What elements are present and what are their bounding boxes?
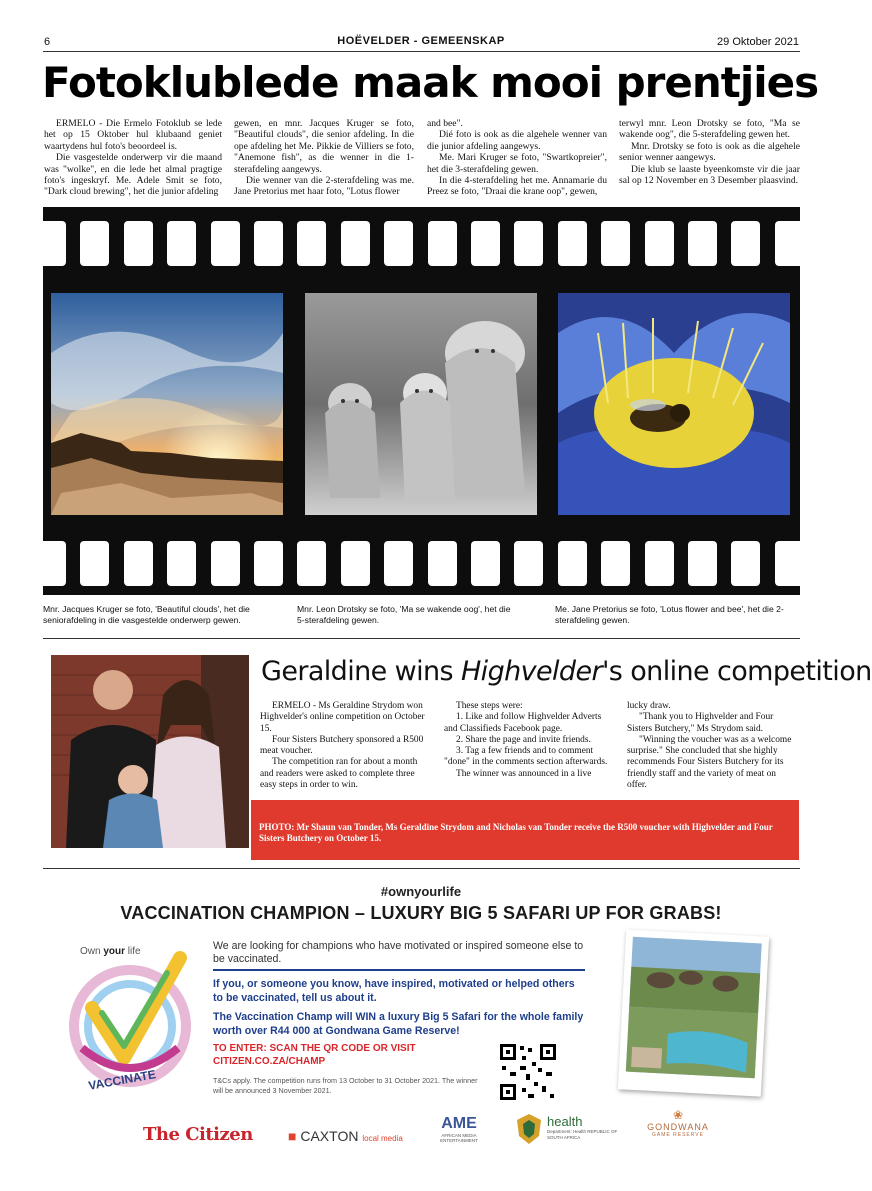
paragraph: The winner was announced in a live bbox=[456, 768, 592, 779]
paragraph: lucky draw. bbox=[627, 701, 671, 711]
paragraph: Four Sisters Butchery sponsored a R500 meat voucher. bbox=[260, 734, 424, 757]
paragraph: Me. Mari Kruger se foto, "Swartkopreier", het die 3-sterafdeling gewen. bbox=[427, 152, 607, 175]
ame-name: AME bbox=[441, 1115, 477, 1132]
gondwana-name: GONDWANA bbox=[647, 1122, 709, 1132]
paragraph: "Winning the voucher was as a welcome surprise." She concluded that she highly recommends Four Sisters Butchery for its friendly staff and the variety of meat on offer. bbox=[627, 734, 792, 791]
film-hole bbox=[254, 221, 283, 266]
paragraph: Mnr. Drotsky se foto is ook as die algehele senior wenner aangewys. bbox=[619, 140, 800, 164]
paragraph: Die wenner van die 2-sterafdeling was me. Jane Pretorius met haar foto, "Lotus flower bbox=[234, 175, 414, 198]
paragraph: These steps were: bbox=[456, 701, 523, 711]
ad-blue-line: If you, or someone you know, have inspired, motivated or helped others to be vaccinated, tell us about it. bbox=[213, 978, 575, 1004]
logo-word: Own bbox=[80, 946, 101, 957]
health-sub: Department: Health REPUBLIC OF SOUTH AFRICA bbox=[547, 1129, 618, 1140]
article-col-1 bbox=[44, 118, 222, 198]
paragraph: The competition ran for about a month and readers were asked to complete three easy steps in order to win. bbox=[260, 757, 418, 791]
film-hole bbox=[428, 221, 457, 266]
film-hole bbox=[211, 541, 240, 586]
film-hole bbox=[124, 221, 153, 266]
article2-col-2 bbox=[444, 701, 612, 780]
film-hole bbox=[645, 221, 674, 266]
headline-part: 's online competition bbox=[601, 656, 872, 687]
caxton-name: CAXTON bbox=[300, 1128, 359, 1144]
health-name: health bbox=[547, 1114, 583, 1129]
paragraph: 1. Like and follow Highvelder Adverts and Classifieds Facebook page. bbox=[444, 712, 602, 734]
article-col-4 bbox=[619, 118, 800, 186]
film-hole bbox=[167, 541, 196, 586]
vaccinate-logo bbox=[62, 938, 198, 1098]
qr-code[interactable] bbox=[498, 1042, 558, 1102]
film-hole bbox=[341, 541, 370, 586]
paragraph: Die vasgestelde onderwerp vir die maand was "wolke", en die lede het almal pragtige foto's ingeskryf. Me. Adele Smit se foto, "Dark cloud brewing", het die junior afdeling bbox=[44, 152, 222, 198]
article-col-3 bbox=[427, 118, 607, 198]
logo-word: life bbox=[127, 946, 141, 957]
film-hole bbox=[514, 541, 543, 586]
film-hole bbox=[80, 221, 109, 266]
film-hole bbox=[384, 541, 413, 586]
article-col-2 bbox=[234, 118, 414, 198]
article2-headline bbox=[261, 656, 872, 687]
film-hole bbox=[124, 541, 153, 586]
film-hole bbox=[297, 541, 326, 586]
photo-geraldine-family bbox=[51, 655, 249, 848]
film-hole bbox=[471, 221, 500, 266]
section-rule bbox=[43, 638, 800, 639]
logo-word: your bbox=[103, 946, 126, 957]
photo-lotus-flower-and-bee bbox=[558, 293, 790, 515]
article2-photo-caption: PHOTO: Mr Shaun van Tonder, Ms Geraldine Strydom and Nicholas van Tonder receive the R500 voucher with Highvelder and Four Sisters Butchery on October 15. bbox=[259, 822, 773, 843]
sponsor-ame bbox=[437, 1115, 481, 1143]
sponsor-the-citizen: The Citizen bbox=[143, 1124, 253, 1145]
film-hole bbox=[558, 221, 587, 266]
film-hole bbox=[80, 541, 109, 586]
coat-of-arms-icon bbox=[515, 1112, 543, 1146]
paragraph: Die klub se laaste byeenkomste vir die jaar sal op 12 November en 3 Desember plaasvind. bbox=[619, 163, 800, 187]
photo-ma-se-wakende-oog bbox=[305, 293, 537, 515]
headline-publication: Highvelder bbox=[460, 656, 602, 687]
film-hole bbox=[775, 541, 804, 586]
header-rule bbox=[43, 51, 800, 52]
gondwana-flower-icon: ❀ bbox=[672, 1108, 684, 1122]
film-hole bbox=[775, 221, 804, 266]
film-hole bbox=[514, 221, 543, 266]
film-hole bbox=[731, 221, 760, 266]
film-hole bbox=[645, 541, 674, 586]
paragraph: terwyl mnr. Leon Drotsky se foto, "Ma se wakende oog", die 5-sterafdeling gewen het. bbox=[619, 118, 800, 141]
paragraph: ERMELO - Die Ermelo Fotoklub se lede het op 15 Oktober hul klubaand geniet waartydens hul foto's beoordeel is. bbox=[44, 118, 222, 152]
ad-enter-line: TO ENTER: SCAN THE QR CODE OR VISIT CITIZEN.CO.ZA/CHAMP bbox=[213, 1043, 416, 1067]
sponsor-health bbox=[547, 1114, 622, 1140]
logo-tagline bbox=[80, 946, 141, 957]
paragraph: 2. Share the page and invite friends. bbox=[456, 734, 591, 745]
ad-prize-line: The Vaccination Champ will WIN a luxury Big 5 Safari for the whole family worth over R44 000 at Gondwana Game Reserve! bbox=[213, 1011, 584, 1037]
sponsor-gondwana bbox=[638, 1108, 718, 1138]
page-number: 6 bbox=[44, 36, 51, 48]
film-hole bbox=[688, 221, 717, 266]
film-hole bbox=[297, 221, 326, 266]
caxton-square-icon: ■ bbox=[288, 1128, 297, 1144]
film-hole bbox=[211, 221, 240, 266]
paragraph: In die 4-sterafdeling het me. Annamarie du Preez se foto, "Draai die krane oop", gewen, bbox=[427, 175, 607, 198]
safari-polaroid bbox=[618, 929, 769, 1096]
paragraph: ERMELO - Ms Geraldine Strydom won Highvelder's online competition on October 15. bbox=[260, 701, 425, 734]
film-hole bbox=[254, 541, 283, 586]
ad-divider bbox=[213, 969, 585, 971]
paragraph: and bee". bbox=[427, 118, 463, 129]
film-hole bbox=[167, 221, 196, 266]
paragraph: Dié foto is ook as die algehele wenner van die junior afdeling aangewys. bbox=[427, 129, 607, 152]
film-hole bbox=[384, 221, 413, 266]
film-hole bbox=[601, 221, 630, 266]
film-hole bbox=[37, 221, 66, 266]
issue-date: 29 Oktober 2021 bbox=[717, 36, 799, 48]
logo-vaccinate-text: VACCINATE bbox=[87, 1067, 157, 1093]
article-headline: Fotoklublede maak mooi prentjies bbox=[42, 58, 819, 107]
photo-beautiful-clouds bbox=[51, 293, 283, 515]
article2-col-3 bbox=[627, 701, 795, 791]
ad-intro: We are looking for champions who have motivated or inspired someone else to be vaccinated. bbox=[213, 940, 584, 965]
ad-title: VACCINATION CHAMPION – LUXURY BIG 5 SAFARI UP FOR GRABS! bbox=[120, 903, 722, 923]
ad-hashtag: #ownyourlife bbox=[380, 884, 462, 899]
film-hole bbox=[341, 221, 370, 266]
film-strip bbox=[43, 207, 800, 595]
film-hole bbox=[428, 541, 457, 586]
film-hole bbox=[471, 541, 500, 586]
film-hole bbox=[558, 541, 587, 586]
paragraph: 3. Tag a few friends and to comment "done" in the comments section afterwards. bbox=[444, 746, 608, 768]
photo-caption-1: Mnr. Jacques Kruger se foto, 'Beautiful clouds', het die seniorafdeling in die vasgestelde onderwerp gewen. bbox=[43, 604, 250, 625]
film-hole bbox=[601, 541, 630, 586]
ame-sub: AFRICAN MEDIA ENTERTAINMENT bbox=[440, 1133, 478, 1143]
caxton-sub: local media bbox=[362, 1134, 403, 1143]
photo-caption-3: Me. Jane Pretorius se foto, 'Lotus flower and bee', het die 2-sterafdeling gewen. bbox=[555, 604, 784, 625]
section-title: HOËVELDER - GEMEENSKAP bbox=[337, 35, 505, 47]
film-hole bbox=[688, 541, 717, 586]
ad-terms: T&Cs apply. The competition runs from 13 October to 31 October 2021. The winner will be announced 3 November 2021. bbox=[213, 1076, 478, 1095]
photo-caption-2: Mnr. Leon Drotsky se foto, 'Ma se wakende oog', het die 5-sterafdeling gewen. bbox=[297, 604, 511, 625]
film-hole bbox=[37, 541, 66, 586]
ad-rule bbox=[43, 868, 800, 869]
paragraph: "Thank you to Highvelder and Four Sisters Butchery," Ms Strydom said. bbox=[627, 712, 774, 734]
article2-col-1 bbox=[260, 701, 428, 791]
headline-part: Geraldine wins bbox=[261, 656, 461, 687]
film-hole bbox=[731, 541, 760, 586]
sponsor-caxton bbox=[288, 1128, 403, 1144]
paragraph: gewen, en mnr. Jacques Kruger se foto, "Beautiful clouds", die senior afdeling. In die ope afdeling het Me. Pikkie de Villiers se foto, "Anemone fish", as die wenner in die 1-sterafdeling aangewys. bbox=[234, 118, 414, 175]
gondwana-sub: GAME RESERVE bbox=[652, 1132, 704, 1138]
